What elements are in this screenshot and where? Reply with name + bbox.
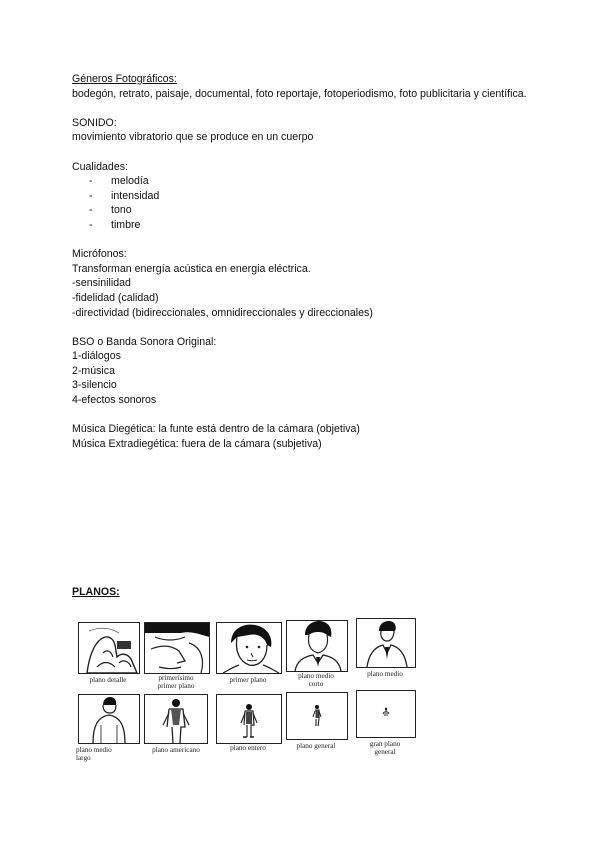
musica-extradiegetica: Música Extradiegética: fuera de la cámara (subjetiva)	[72, 437, 322, 450]
face-extreme-closeup-icon	[145, 623, 209, 673]
microfonos-line: -directividad (bidireccionales, omnidireccionales y direccionales)	[72, 306, 373, 319]
planos-figure	[76, 614, 420, 768]
list-item: 4-efectos sonoros	[72, 394, 157, 407]
microfonos-line: -fidelidad (calidad)	[72, 291, 159, 304]
list-item: 3-silencio	[72, 379, 117, 392]
frame-gran-plano-general	[356, 690, 416, 738]
full-figure-icon	[217, 695, 281, 743]
bust-shot-icon	[287, 621, 347, 671]
caption-gran-plano-general: gran plano general	[369, 740, 401, 756]
caption-plano-medio: plano medio	[367, 670, 403, 678]
document-body	[72, 72, 562, 451]
microfonos-title: Micrófonos:	[72, 248, 127, 261]
frame-plano-entero	[216, 694, 282, 744]
frame-plano-medio-largo	[78, 694, 140, 744]
list-item: 2-música	[72, 364, 115, 377]
microfonos-line: Transforman energía acústica en energia eléctrica.	[72, 262, 311, 275]
planos-title: PLANOS:	[72, 586, 120, 598]
generos-text: bodegón, retrato, paisaje, documental, foto reportaje, fotoperiodismo, foto publicitaria y científica.	[72, 87, 527, 100]
tiny-figure-icon	[357, 691, 415, 737]
frame-plano-detalle	[78, 622, 140, 674]
list-item: - melodía	[89, 175, 149, 188]
small-figure-icon	[287, 693, 347, 739]
cualidades-title: Cualidades:	[72, 160, 128, 173]
list-item: - tono	[89, 204, 132, 217]
hands-closeup-icon	[79, 623, 139, 673]
microfonos-line: -sensinilidad	[72, 277, 131, 290]
caption-primerisimo: primerísimo primer plano	[157, 674, 195, 690]
musica-diegetica: Música Diegética: la funte está dentro de la cámara (objetiva)	[72, 423, 360, 436]
bso-title: BSO o Banda Sonora Original:	[72, 335, 217, 348]
caption-plano-detalle: plano detalle	[89, 676, 127, 684]
frame-plano-americano	[144, 694, 208, 744]
caption-plano-medio-corto: plano medio corto	[298, 672, 334, 688]
caption-primer-plano: primer plano	[229, 676, 267, 684]
frame-plano-medio-corto	[286, 620, 348, 672]
sonido-text: movimiento vibratorio que se produce en un cuerpo	[72, 131, 314, 144]
list-item: - intensidad	[89, 189, 160, 202]
frame-plano-medio	[356, 618, 416, 668]
head-closeup-icon	[217, 623, 281, 673]
frame-primerisimo-primer-plano	[144, 622, 210, 674]
caption-plano-general: plano general	[296, 742, 336, 750]
waist-shot-icon	[357, 619, 415, 667]
generos-title: Géneros Fotográficos:	[72, 73, 177, 85]
caption-plano-americano: plano americano	[152, 746, 200, 754]
sonido-title: SONIDO:	[72, 116, 117, 129]
caption-plano-entero: plano entero	[230, 744, 266, 752]
list-item: 1-diálogos	[72, 350, 121, 363]
frame-primer-plano	[216, 622, 282, 674]
frame-plano-general	[286, 692, 348, 740]
caption-plano-medio-largo: plano medio largo	[76, 746, 112, 762]
knee-figure-icon	[145, 695, 207, 743]
back-figure-icon	[79, 695, 139, 743]
list-item: - timbre	[89, 218, 141, 231]
